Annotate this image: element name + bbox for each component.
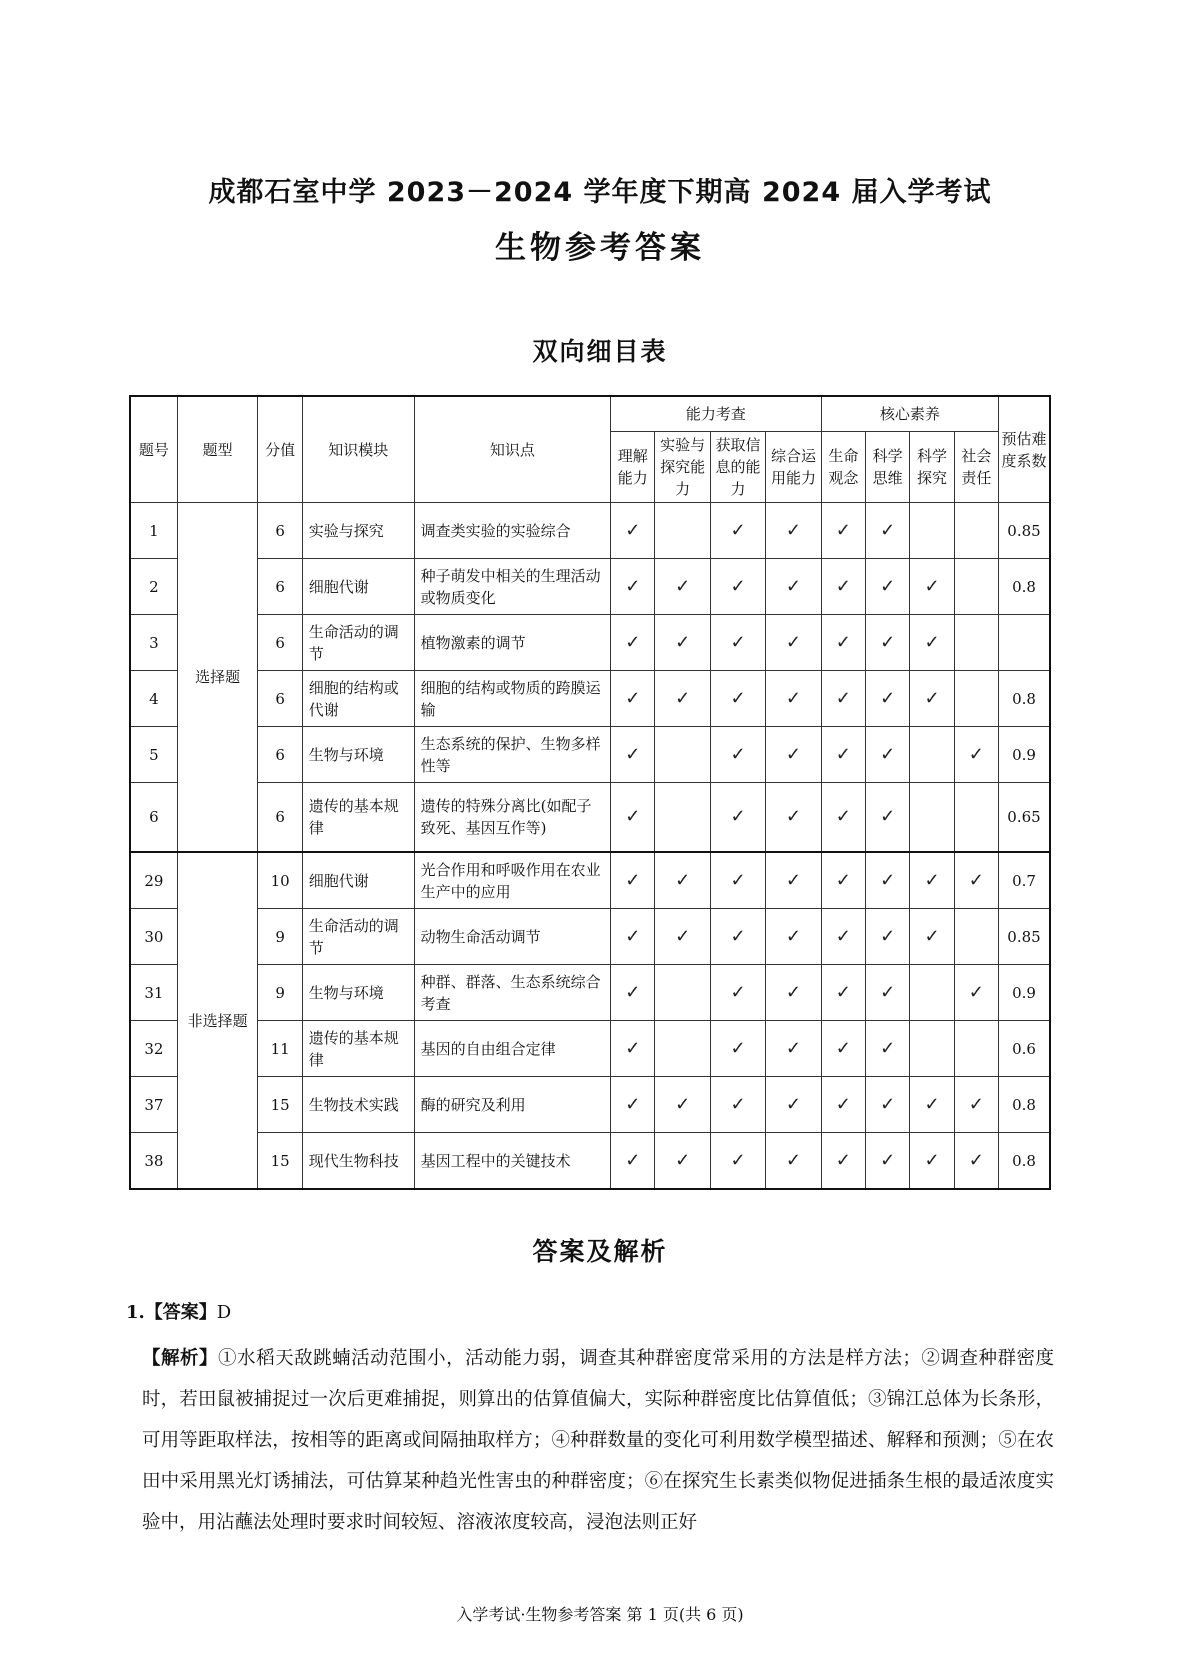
row-check-cell bbox=[710, 1133, 765, 1190]
row-check-cell bbox=[954, 965, 998, 1021]
row-check-cell bbox=[655, 909, 710, 965]
row-check-cell bbox=[910, 965, 954, 1021]
row-check-cell bbox=[866, 909, 910, 965]
row-check-cell bbox=[611, 727, 655, 783]
row-check-cell bbox=[821, 671, 865, 727]
check-icon: ✓ bbox=[968, 743, 984, 765]
row-check-cell bbox=[910, 503, 954, 559]
check-icon: ✓ bbox=[880, 981, 896, 1003]
row-check-cell bbox=[611, 1021, 655, 1077]
row-number: 1 bbox=[130, 503, 177, 559]
row-module: 生物与环境 bbox=[302, 965, 414, 1021]
check-icon: ✓ bbox=[785, 925, 801, 947]
check-icon: ✓ bbox=[785, 1093, 801, 1115]
check-icon: ✓ bbox=[625, 806, 641, 827]
table-row bbox=[130, 727, 1050, 783]
row-module: 生物技术实践 bbox=[302, 1077, 414, 1133]
row-check-cell bbox=[866, 1133, 910, 1190]
row-point: 种群、群落、生态系统综合考查 bbox=[414, 965, 610, 1021]
row-check-cell bbox=[954, 1021, 998, 1077]
check-icon: ✓ bbox=[730, 1093, 746, 1115]
row-difficulty: 0.85 bbox=[999, 503, 1051, 559]
check-icon: ✓ bbox=[880, 743, 896, 765]
row-number: 31 bbox=[130, 965, 177, 1021]
row-score: 6 bbox=[258, 503, 302, 559]
row-check-cell bbox=[866, 1077, 910, 1133]
q1-answer-label: 1.【答案】 bbox=[126, 1302, 217, 1323]
table-row bbox=[130, 1077, 1050, 1133]
check-icon: ✓ bbox=[880, 687, 896, 709]
table-row bbox=[130, 503, 1050, 559]
table-row bbox=[130, 909, 1050, 965]
row-check-cell bbox=[910, 783, 954, 853]
check-icon: ✓ bbox=[835, 1093, 851, 1115]
check-icon: ✓ bbox=[625, 743, 641, 765]
row-check-cell bbox=[766, 727, 821, 783]
row-module: 遗传的基本规律 bbox=[302, 783, 414, 853]
row-point: 调查类实验的实验综合 bbox=[414, 503, 610, 559]
row-difficulty bbox=[999, 615, 1051, 671]
row-difficulty: 0.85 bbox=[999, 909, 1051, 965]
row-check-cell bbox=[766, 615, 821, 671]
check-icon: ✓ bbox=[675, 631, 691, 653]
col-ability-2: 实验与探究能力 bbox=[655, 432, 710, 503]
check-icon: ✓ bbox=[785, 869, 801, 891]
check-icon: ✓ bbox=[730, 981, 746, 1003]
row-difficulty: 0.65 bbox=[999, 783, 1051, 853]
check-icon: ✓ bbox=[924, 631, 940, 653]
row-check-cell bbox=[766, 965, 821, 1021]
row-check-cell bbox=[821, 1021, 865, 1077]
row-score: 15 bbox=[258, 1133, 302, 1190]
q1-analysis-label: 【解析】 bbox=[142, 1348, 219, 1369]
check-icon: ✓ bbox=[880, 1037, 896, 1059]
check-icon: ✓ bbox=[675, 1093, 691, 1115]
table-row bbox=[130, 965, 1050, 1021]
table-row bbox=[130, 1021, 1050, 1077]
col-point: 知识点 bbox=[414, 396, 610, 503]
row-check-cell bbox=[821, 909, 865, 965]
check-icon: ✓ bbox=[730, 806, 746, 827]
row-difficulty: 0.8 bbox=[999, 671, 1051, 727]
check-icon: ✓ bbox=[625, 925, 641, 947]
check-icon: ✓ bbox=[924, 1149, 940, 1171]
check-icon: ✓ bbox=[625, 687, 641, 709]
row-module: 现代生物科技 bbox=[302, 1133, 414, 1190]
row-score: 6 bbox=[258, 559, 302, 615]
answer-key-title: 生物参考答案 bbox=[495, 230, 705, 266]
check-icon: ✓ bbox=[730, 925, 746, 947]
row-number: 6 bbox=[130, 783, 177, 853]
row-number: 29 bbox=[130, 852, 177, 909]
row-check-cell bbox=[910, 909, 954, 965]
col-type: 题型 bbox=[177, 396, 258, 503]
row-check-cell bbox=[866, 727, 910, 783]
row-check-cell bbox=[710, 1021, 765, 1077]
row-check-cell bbox=[766, 503, 821, 559]
check-icon: ✓ bbox=[968, 869, 984, 891]
row-check-cell bbox=[954, 727, 998, 783]
row-check-cell bbox=[655, 1133, 710, 1190]
row-check-cell bbox=[910, 1133, 954, 1190]
col-literacy-1: 生命观念 bbox=[821, 432, 865, 503]
answers-title: 答案及解析 bbox=[532, 1237, 668, 1266]
row-check-cell bbox=[954, 615, 998, 671]
row-check-cell bbox=[821, 783, 865, 853]
check-icon: ✓ bbox=[730, 519, 746, 541]
table-row bbox=[130, 783, 1050, 853]
row-score: 6 bbox=[258, 783, 302, 853]
q1-analysis bbox=[142, 1338, 1054, 1543]
table-row bbox=[130, 615, 1050, 671]
row-score: 6 bbox=[258, 615, 302, 671]
row-check-cell bbox=[710, 727, 765, 783]
check-icon: ✓ bbox=[625, 1037, 641, 1059]
row-check-cell bbox=[710, 783, 765, 853]
check-icon: ✓ bbox=[924, 575, 940, 597]
row-point: 基因工程中的关键技术 bbox=[414, 1133, 610, 1190]
row-check-cell bbox=[710, 671, 765, 727]
table-row bbox=[130, 1133, 1050, 1190]
check-icon: ✓ bbox=[880, 869, 896, 891]
check-icon: ✓ bbox=[785, 631, 801, 653]
col-literacy-3: 科学探究 bbox=[910, 432, 954, 503]
exam-title: 成都石室中学 2023－2024 学年度下期高 2024 届入学考试 bbox=[208, 177, 992, 208]
col-difficulty: 预估难度系数 bbox=[999, 396, 1051, 503]
col-ability-1: 理解能力 bbox=[611, 432, 655, 503]
row-check-cell bbox=[710, 1077, 765, 1133]
check-icon: ✓ bbox=[785, 687, 801, 709]
row-check-cell bbox=[655, 965, 710, 1021]
check-icon: ✓ bbox=[924, 1093, 940, 1115]
row-check-cell bbox=[710, 909, 765, 965]
check-icon: ✓ bbox=[730, 1037, 746, 1059]
check-icon: ✓ bbox=[968, 1093, 984, 1115]
row-check-cell bbox=[766, 852, 821, 909]
row-check-cell bbox=[910, 727, 954, 783]
row-check-cell bbox=[866, 503, 910, 559]
check-icon: ✓ bbox=[785, 1149, 801, 1171]
row-check-cell bbox=[655, 1077, 710, 1133]
check-icon: ✓ bbox=[835, 806, 851, 827]
row-difficulty: 0.9 bbox=[999, 727, 1051, 783]
row-number: 4 bbox=[130, 671, 177, 727]
row-check-cell bbox=[821, 965, 865, 1021]
check-icon: ✓ bbox=[880, 1093, 896, 1115]
check-icon: ✓ bbox=[625, 869, 641, 891]
check-icon: ✓ bbox=[835, 1037, 851, 1059]
row-check-cell bbox=[766, 783, 821, 853]
row-check-cell bbox=[821, 1077, 865, 1133]
row-number: 37 bbox=[130, 1077, 177, 1133]
check-icon: ✓ bbox=[625, 631, 641, 653]
row-point: 细胞的结构或物质的跨膜运输 bbox=[414, 671, 610, 727]
row-point: 酶的研究及利用 bbox=[414, 1077, 610, 1133]
row-check-cell bbox=[954, 909, 998, 965]
check-icon: ✓ bbox=[675, 575, 691, 597]
row-check-cell bbox=[821, 559, 865, 615]
row-check-cell bbox=[611, 503, 655, 559]
row-check-cell bbox=[655, 727, 710, 783]
row-difficulty: 0.9 bbox=[999, 965, 1051, 1021]
col-ability-group: 能力考查 bbox=[611, 396, 822, 432]
row-number: 32 bbox=[130, 1021, 177, 1077]
row-check-cell bbox=[655, 615, 710, 671]
row-check-cell bbox=[866, 559, 910, 615]
row-check-cell bbox=[611, 559, 655, 615]
check-icon: ✓ bbox=[968, 1149, 984, 1171]
spec-table bbox=[129, 395, 1051, 1190]
row-number: 5 bbox=[130, 727, 177, 783]
row-difficulty: 0.8 bbox=[999, 1077, 1051, 1133]
row-check-cell bbox=[954, 1077, 998, 1133]
check-icon: ✓ bbox=[625, 1149, 641, 1171]
col-module: 知识模块 bbox=[302, 396, 414, 503]
check-icon: ✓ bbox=[785, 1037, 801, 1059]
row-check-cell bbox=[611, 1133, 655, 1190]
row-module: 生命活动的调节 bbox=[302, 909, 414, 965]
row-check-cell bbox=[611, 615, 655, 671]
row-check-cell bbox=[910, 852, 954, 909]
row-check-cell bbox=[821, 615, 865, 671]
check-icon: ✓ bbox=[625, 1093, 641, 1115]
row-check-cell bbox=[611, 783, 655, 853]
check-icon: ✓ bbox=[835, 1149, 851, 1171]
row-module: 细胞代谢 bbox=[302, 559, 414, 615]
row-check-cell bbox=[766, 1021, 821, 1077]
col-ability-4: 综合运用能力 bbox=[766, 432, 821, 503]
row-module: 生命活动的调节 bbox=[302, 615, 414, 671]
row-module: 细胞的结构或代谢 bbox=[302, 671, 414, 727]
row-check-cell bbox=[766, 1133, 821, 1190]
check-icon: ✓ bbox=[968, 981, 984, 1003]
row-check-cell bbox=[710, 559, 765, 615]
spec-table-body bbox=[130, 503, 1050, 1190]
row-check-cell bbox=[910, 559, 954, 615]
row-type: 非选择题 bbox=[177, 852, 258, 1189]
row-type: 选择题 bbox=[177, 503, 258, 853]
row-module: 细胞代谢 bbox=[302, 852, 414, 909]
row-check-cell bbox=[866, 783, 910, 853]
check-icon: ✓ bbox=[730, 575, 746, 597]
check-icon: ✓ bbox=[625, 519, 641, 541]
check-icon: ✓ bbox=[675, 1149, 691, 1171]
row-module: 生物与环境 bbox=[302, 727, 414, 783]
row-check-cell bbox=[910, 671, 954, 727]
check-icon: ✓ bbox=[730, 631, 746, 653]
check-icon: ✓ bbox=[625, 981, 641, 1003]
check-icon: ✓ bbox=[730, 869, 746, 891]
row-check-cell bbox=[611, 965, 655, 1021]
check-icon: ✓ bbox=[835, 981, 851, 1003]
check-icon: ✓ bbox=[730, 687, 746, 709]
row-point: 基因的自由组合定律 bbox=[414, 1021, 610, 1077]
check-icon: ✓ bbox=[880, 1149, 896, 1171]
row-check-cell bbox=[710, 615, 765, 671]
row-module: 实验与探究 bbox=[302, 503, 414, 559]
col-literacy-group: 核心素养 bbox=[821, 396, 998, 432]
check-icon: ✓ bbox=[675, 925, 691, 947]
check-icon: ✓ bbox=[835, 519, 851, 541]
row-point: 植物激素的调节 bbox=[414, 615, 610, 671]
row-score: 15 bbox=[258, 1077, 302, 1133]
row-check-cell bbox=[611, 1077, 655, 1133]
row-score: 6 bbox=[258, 727, 302, 783]
row-check-cell bbox=[766, 1077, 821, 1133]
check-icon: ✓ bbox=[785, 519, 801, 541]
row-number: 30 bbox=[130, 909, 177, 965]
row-module: 遗传的基本规律 bbox=[302, 1021, 414, 1077]
row-check-cell bbox=[910, 1021, 954, 1077]
check-icon: ✓ bbox=[880, 575, 896, 597]
check-icon: ✓ bbox=[880, 925, 896, 947]
row-number: 38 bbox=[130, 1133, 177, 1190]
row-check-cell bbox=[954, 783, 998, 853]
row-score: 6 bbox=[258, 671, 302, 727]
row-check-cell bbox=[866, 615, 910, 671]
row-check-cell bbox=[866, 1021, 910, 1077]
row-difficulty: 0.6 bbox=[999, 1021, 1051, 1077]
check-icon: ✓ bbox=[625, 575, 641, 597]
row-check-cell bbox=[655, 1021, 710, 1077]
row-check-cell bbox=[710, 503, 765, 559]
check-icon: ✓ bbox=[924, 925, 940, 947]
row-check-cell bbox=[910, 615, 954, 671]
row-check-cell bbox=[821, 727, 865, 783]
row-check-cell bbox=[866, 852, 910, 909]
row-check-cell bbox=[655, 852, 710, 909]
row-score: 9 bbox=[258, 909, 302, 965]
table-row bbox=[130, 852, 1050, 909]
row-difficulty: 0.8 bbox=[999, 559, 1051, 615]
check-icon: ✓ bbox=[835, 687, 851, 709]
check-icon: ✓ bbox=[835, 925, 851, 947]
row-check-cell bbox=[866, 965, 910, 1021]
check-icon: ✓ bbox=[880, 519, 896, 541]
check-icon: ✓ bbox=[835, 869, 851, 891]
row-check-cell bbox=[821, 1133, 865, 1190]
check-icon: ✓ bbox=[924, 687, 940, 709]
check-icon: ✓ bbox=[924, 869, 940, 891]
row-check-cell bbox=[954, 671, 998, 727]
row-difficulty: 0.8 bbox=[999, 1133, 1051, 1190]
q1-answer bbox=[126, 1298, 231, 1324]
row-check-cell bbox=[655, 503, 710, 559]
check-icon: ✓ bbox=[880, 806, 896, 827]
q1-answer-value: D bbox=[216, 1302, 232, 1323]
row-check-cell bbox=[611, 909, 655, 965]
row-check-cell bbox=[954, 1133, 998, 1190]
row-point: 动物生命活动调节 bbox=[414, 909, 610, 965]
row-score: 11 bbox=[258, 1021, 302, 1077]
col-number: 题号 bbox=[130, 396, 177, 503]
q1-analysis-text: ①水稻天敌跳蝻活动范围小，活动能力弱，调查其种群密度常采用的方法是样方法；②调查种群密度时，若田鼠被捕捉过一次后更难捕捉，则算出的估算值偏大，实际种群密度比估算值低；③锦江总体为长条形，可用等距取样法，按相等的距离或间隔抽取样方；④种群数量的变化可利用数学模型描述、解释和预测；⑤在农田中采用黑光灯诱捕法，可估算某种趋光性害虫的种群密度；⑥在探究生长素类似物促进插条生根的最适浓度实验中，用沾蘸法处理时要求时间较短、溶液浓度较高，浸泡法则正好 bbox=[142, 1348, 1054, 1533]
col-literacy-2: 科学思维 bbox=[866, 432, 910, 503]
row-check-cell bbox=[655, 783, 710, 853]
row-check-cell bbox=[655, 671, 710, 727]
row-number: 3 bbox=[130, 615, 177, 671]
row-point: 遗传的特殊分离比(如配子致死、基因互作等) bbox=[414, 783, 610, 853]
row-check-cell bbox=[954, 852, 998, 909]
check-icon: ✓ bbox=[785, 575, 801, 597]
row-score: 10 bbox=[258, 852, 302, 909]
col-score: 分值 bbox=[258, 396, 302, 503]
row-check-cell bbox=[611, 671, 655, 727]
row-check-cell bbox=[710, 965, 765, 1021]
row-check-cell bbox=[655, 559, 710, 615]
check-icon: ✓ bbox=[675, 687, 691, 709]
row-check-cell bbox=[766, 909, 821, 965]
row-point: 种子萌发中相关的生理活动或物质变化 bbox=[414, 559, 610, 615]
row-point: 光合作用和呼吸作用在农业生产中的应用 bbox=[414, 852, 610, 909]
check-icon: ✓ bbox=[785, 743, 801, 765]
row-difficulty: 0.7 bbox=[999, 852, 1051, 909]
check-icon: ✓ bbox=[835, 575, 851, 597]
row-number: 2 bbox=[130, 559, 177, 615]
row-score: 9 bbox=[258, 965, 302, 1021]
col-ability-3: 获取信息的能力 bbox=[710, 432, 765, 503]
row-check-cell bbox=[710, 852, 765, 909]
row-check-cell bbox=[954, 503, 998, 559]
check-icon: ✓ bbox=[730, 743, 746, 765]
table-row bbox=[130, 559, 1050, 615]
table-row bbox=[130, 671, 1050, 727]
row-check-cell bbox=[821, 503, 865, 559]
check-icon: ✓ bbox=[880, 631, 896, 653]
col-literacy-4: 社会责任 bbox=[954, 432, 998, 503]
row-check-cell bbox=[866, 671, 910, 727]
check-icon: ✓ bbox=[785, 981, 801, 1003]
row-check-cell bbox=[954, 559, 998, 615]
check-icon: ✓ bbox=[675, 869, 691, 891]
row-check-cell bbox=[611, 852, 655, 909]
spec-table-title: 双向细目表 bbox=[532, 337, 668, 366]
check-icon: ✓ bbox=[785, 806, 801, 827]
row-check-cell bbox=[910, 1077, 954, 1133]
page-footer: 入学考试·生物参考答案 第 1 页(共 6 页) bbox=[456, 1605, 744, 1624]
row-check-cell bbox=[766, 671, 821, 727]
check-icon: ✓ bbox=[835, 631, 851, 653]
row-point: 生态系统的保护、生物多样性等 bbox=[414, 727, 610, 783]
row-check-cell bbox=[766, 559, 821, 615]
check-icon: ✓ bbox=[835, 743, 851, 765]
check-icon: ✓ bbox=[730, 1149, 746, 1171]
row-check-cell bbox=[821, 852, 865, 909]
